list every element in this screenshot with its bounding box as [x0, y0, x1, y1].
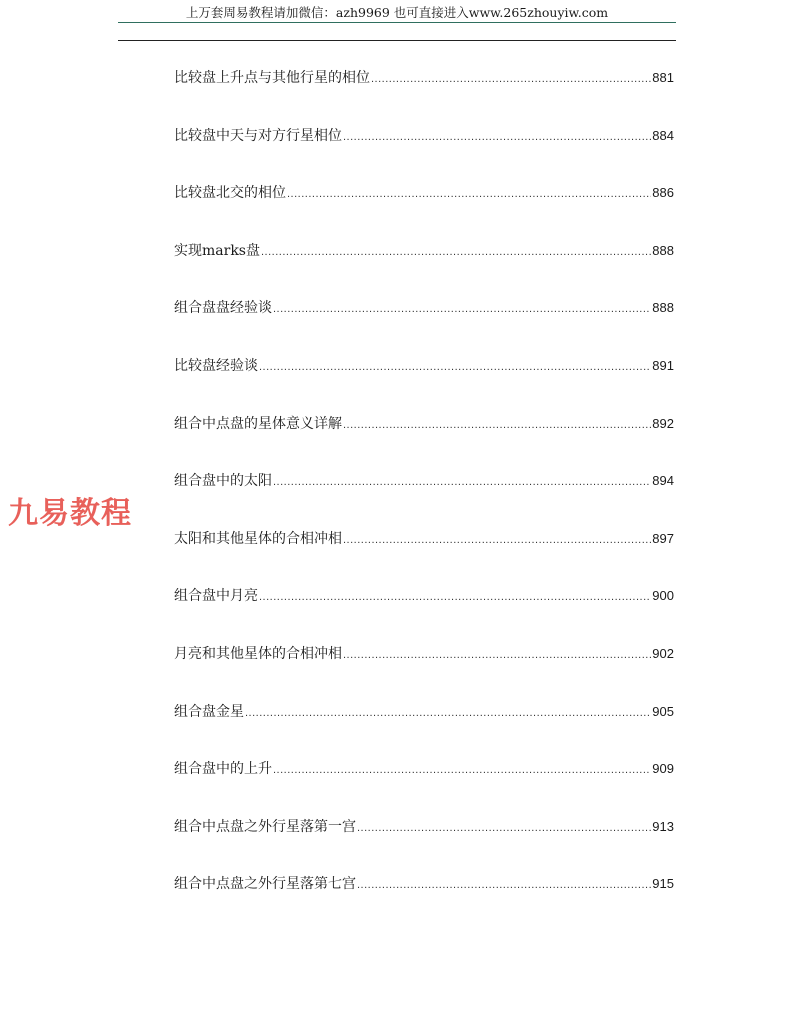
toc-entry[interactable]	[174, 874, 674, 932]
table-of-contents	[174, 68, 674, 932]
toc-entry-title: 实现marks盘	[174, 242, 260, 259]
toc-dot-leader	[273, 760, 651, 780]
toc-entry-title: 组合盘盘经验谈	[174, 300, 272, 317]
toc-entry-title: 比较盘经验谈	[174, 357, 258, 374]
toc-entry-title: 组合中点盘之外行星落第一宫	[174, 818, 356, 835]
toc-entry-title: 组合盘金星	[174, 703, 244, 720]
toc-entry[interactable]	[174, 759, 674, 817]
toc-entry-page: 905	[652, 703, 674, 719]
toc-entry-page: 902	[652, 645, 674, 661]
toc-entry-title: 太阳和其他星体的合相冲相	[174, 530, 342, 547]
toc-entry-title: 组合盘中月亮	[174, 588, 258, 605]
toc-entry-page: 897	[652, 530, 674, 546]
toc-dot-leader	[273, 472, 651, 492]
toc-entry-title: 组合盘中的太阳	[174, 473, 272, 490]
toc-entry[interactable]	[174, 471, 674, 529]
toc-entry-page: 894	[652, 473, 674, 489]
toc-entry-title: 比较盘中天与对方行星相位	[174, 127, 342, 144]
toc-dot-leader	[273, 299, 651, 319]
toc-dot-leader	[259, 587, 651, 607]
toc-entry-page: 886	[652, 185, 674, 201]
toc-entry[interactable]	[174, 529, 674, 587]
toc-entry[interactable]	[174, 702, 674, 760]
toc-entry-page: 892	[652, 415, 674, 431]
toc-entry[interactable]	[174, 817, 674, 875]
toc-entry[interactable]	[174, 356, 674, 414]
toc-dot-leader	[259, 357, 651, 377]
toc-entry[interactable]	[174, 126, 674, 184]
toc-entry-page: 913	[652, 818, 674, 834]
toc-entry-page: 909	[652, 761, 674, 777]
page-header-text: 上万套周易教程请加微信：azh9969 也可直接进入www.265zhouyiw.com	[185, 5, 609, 20]
header-rule-thin	[118, 22, 676, 23]
toc-entry-title: 比较盘北交的相位	[174, 185, 286, 202]
toc-dot-leader	[343, 530, 651, 550]
toc-entry[interactable]	[174, 68, 674, 126]
toc-dot-leader	[343, 645, 651, 665]
toc-entry-title: 组合中点盘的星体意义详解	[174, 415, 342, 432]
toc-dot-leader	[343, 127, 651, 147]
toc-entry-title: 月亮和其他星体的合相冲相	[174, 645, 342, 662]
toc-entry-title: 组合中点盘之外行星落第七宫	[174, 876, 356, 893]
toc-entry-page: 915	[652, 876, 674, 892]
toc-dot-leader	[245, 703, 651, 723]
toc-entry[interactable]	[174, 183, 674, 241]
toc-entry-page: 884	[652, 127, 674, 143]
toc-entry-page: 891	[652, 357, 674, 373]
toc-dot-leader	[371, 69, 651, 89]
header-rule-thick	[118, 40, 676, 41]
toc-entry-title: 组合盘中的上升	[174, 761, 272, 778]
toc-dot-leader	[287, 184, 651, 204]
toc-entry[interactable]	[174, 414, 674, 472]
toc-dot-leader	[343, 415, 651, 435]
toc-entry-title: 比较盘上升点与其他行星的相位	[174, 70, 370, 86]
toc-entry[interactable]	[174, 586, 674, 644]
toc-dot-leader	[357, 818, 651, 838]
toc-entry-page: 900	[652, 588, 674, 604]
toc-entry-page: 888	[652, 242, 674, 258]
toc-entry-page: 881	[652, 70, 674, 85]
toc-entry[interactable]	[174, 298, 674, 356]
toc-entry-page: 888	[652, 300, 674, 316]
toc-dot-leader	[357, 875, 651, 895]
watermark-logo-text: 九易教程	[8, 496, 132, 531]
toc-entry[interactable]	[174, 241, 674, 299]
toc-dot-leader	[261, 242, 651, 262]
toc-entry[interactable]	[174, 644, 674, 702]
